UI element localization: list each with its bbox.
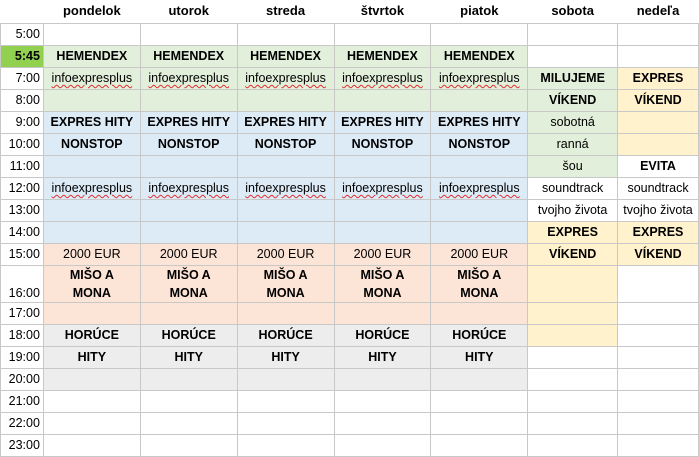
day-header-mon: pondelok [43, 0, 140, 23]
program-cell: EXPRES HITY [237, 111, 334, 133]
program-cell [43, 265, 140, 302]
program-cell: infoexpresplus [51, 180, 133, 195]
empty-cell [334, 412, 431, 434]
program-cell-sun: tvojho života [618, 199, 699, 221]
day-header-fri: piatok [431, 0, 528, 23]
empty-cell [618, 302, 699, 324]
time-cell: 5:00 [1, 23, 44, 45]
header-row [1, 0, 699, 23]
program-cell: 2000 EUR [431, 243, 528, 265]
program-cell: EXPRES HITY [43, 111, 140, 133]
empty-cell [334, 89, 431, 111]
program-cell: EXPRES HITY [140, 111, 237, 133]
empty-cell [237, 368, 334, 390]
time-cell: 17:00 [1, 302, 44, 324]
time-cell: 8:00 [1, 89, 44, 111]
empty-cell [237, 199, 334, 221]
time-cell: 19:00 [1, 346, 44, 368]
empty-cell [237, 23, 334, 45]
program-cell: NONSTOP [334, 133, 431, 155]
empty-cell [431, 89, 528, 111]
empty-cell [43, 412, 140, 434]
program-cell-sat: EXPRES [528, 221, 618, 243]
program-cell: NONSTOP [43, 133, 140, 155]
program-cell-sat: ranná [528, 133, 618, 155]
day-header-tue: utorok [140, 0, 237, 23]
time-cell: 21:00 [1, 390, 44, 412]
empty-cell [43, 23, 140, 45]
program-cell: EXPRES HITY [431, 111, 528, 133]
empty-cell [237, 155, 334, 177]
empty-cell [43, 390, 140, 412]
program-cell: 2000 EUR [43, 243, 140, 265]
time-cell: 7:00 [1, 67, 44, 89]
empty-cell [618, 265, 699, 302]
program-cell: HEMENDEX [431, 45, 528, 67]
empty-cell [528, 302, 618, 324]
empty-cell [140, 199, 237, 221]
empty-cell [618, 434, 699, 456]
program-cell: HORÚCE [334, 324, 431, 346]
empty-cell [140, 89, 237, 111]
program-cell: EXPRES HITY [334, 111, 431, 133]
time-cell: 13:00 [1, 199, 44, 221]
empty-cell [431, 302, 528, 324]
empty-cell [43, 302, 140, 324]
program-cell: 2000 EUR [237, 243, 334, 265]
day-header-sat: sobota [528, 0, 618, 23]
program-cell-sun: EXPRES [618, 221, 699, 243]
program-cell-sat: soundtrack [528, 177, 618, 199]
empty-cell [140, 221, 237, 243]
empty-cell [43, 155, 140, 177]
program-cell: infoexpresplus [342, 180, 423, 195]
program-cell: infoexpresplus [245, 180, 326, 195]
empty-cell [237, 434, 334, 456]
program-cell: HITY [140, 346, 237, 368]
empty-cell [237, 221, 334, 243]
empty-cell [237, 89, 334, 111]
program-line: MIŠO A [166, 267, 211, 282]
program-cell [140, 265, 237, 302]
time-cell: 14:00 [1, 221, 44, 243]
empty-cell [334, 155, 431, 177]
empty-cell [334, 199, 431, 221]
time-cell: 16:00 [1, 265, 44, 302]
time-cell: 23:00 [1, 434, 44, 456]
corner-cell [1, 0, 44, 23]
empty-cell [618, 111, 699, 133]
empty-cell [618, 324, 699, 346]
program-line: MIŠO A [457, 267, 502, 282]
program-line: MONA [460, 285, 499, 300]
program-line: MONA [266, 285, 305, 300]
program-cell-sat: tvojho života [528, 199, 618, 221]
empty-cell [431, 368, 528, 390]
program-line: MONA [72, 285, 111, 300]
program-line: MONA [363, 285, 402, 300]
program-line: MONA [169, 285, 208, 300]
empty-cell [43, 221, 140, 243]
program-cell-sun: EXPRES [618, 67, 699, 89]
time-cell-highlight: 5:45 [1, 45, 44, 67]
empty-cell [528, 412, 618, 434]
empty-cell [334, 221, 431, 243]
program-cell: HEMENDEX [334, 45, 431, 67]
empty-cell [334, 368, 431, 390]
empty-cell [618, 23, 699, 45]
program-cell: HITY [431, 346, 528, 368]
empty-cell [618, 346, 699, 368]
empty-cell [237, 302, 334, 324]
program-cell: NONSTOP [140, 133, 237, 155]
empty-cell [140, 434, 237, 456]
program-cell: infoexpresplus [148, 70, 230, 85]
time-cell: 10:00 [1, 133, 44, 155]
empty-cell [140, 302, 237, 324]
program-line: MIŠO A [69, 267, 114, 282]
program-cell: HORÚCE [237, 324, 334, 346]
program-cell: 2000 EUR [140, 243, 237, 265]
empty-cell [334, 390, 431, 412]
time-cell: 11:00 [1, 155, 44, 177]
empty-cell [431, 221, 528, 243]
time-cell: 9:00 [1, 111, 44, 133]
program-cell: NONSTOP [237, 133, 334, 155]
program-cell [334, 265, 431, 302]
empty-cell [528, 434, 618, 456]
program-cell: HEMENDEX [43, 45, 140, 67]
empty-cell [618, 133, 699, 155]
day-header-sun: nedeľa [618, 0, 699, 23]
empty-cell [528, 45, 618, 67]
program-cell: HEMENDEX [237, 45, 334, 67]
day-header-thu: štvrtok [334, 0, 431, 23]
empty-cell [431, 434, 528, 456]
program-cell: HEMENDEX [140, 45, 237, 67]
empty-cell [43, 368, 140, 390]
empty-cell [618, 368, 699, 390]
time-cell: 22:00 [1, 412, 44, 434]
empty-cell [528, 368, 618, 390]
time-cell: 12:00 [1, 177, 44, 199]
time-cell: 20:00 [1, 368, 44, 390]
time-cell: 15:00 [1, 243, 44, 265]
empty-cell [528, 324, 618, 346]
program-cell: infoexpresplus [51, 70, 133, 85]
program-cell: infoexpresplus [438, 70, 520, 85]
empty-cell [140, 155, 237, 177]
program-cell: HORÚCE [140, 324, 237, 346]
empty-cell [334, 434, 431, 456]
program-cell-sat: MILUJEME [528, 67, 618, 89]
program-cell [237, 265, 334, 302]
empty-cell [618, 45, 699, 67]
empty-cell [528, 265, 618, 302]
program-cell: HORÚCE [43, 324, 140, 346]
day-header-wed: streda [237, 0, 334, 23]
empty-cell [237, 412, 334, 434]
empty-cell [237, 390, 334, 412]
program-cell-sat: VÍKEND [528, 243, 618, 265]
empty-cell [431, 412, 528, 434]
program-cell: NONSTOP [431, 133, 528, 155]
empty-cell [334, 302, 431, 324]
empty-cell [431, 155, 528, 177]
program-cell: HORÚCE [431, 324, 528, 346]
program-cell: 2000 EUR [334, 243, 431, 265]
program-cell-sun: soundtrack [618, 177, 699, 199]
program-cell: infoexpresplus [245, 70, 326, 85]
empty-cell [140, 23, 237, 45]
program-line: MIŠO A [360, 267, 405, 282]
program-cell: HITY [237, 346, 334, 368]
empty-cell [528, 23, 618, 45]
empty-cell [431, 390, 528, 412]
empty-cell [618, 412, 699, 434]
empty-cell [431, 199, 528, 221]
program-cell-sat: šou [528, 155, 618, 177]
program-cell: HITY [43, 346, 140, 368]
empty-cell [528, 346, 618, 368]
program-cell-sun: VÍKEND [618, 89, 699, 111]
empty-cell [618, 390, 699, 412]
program-cell-sat: sobotná [528, 111, 618, 133]
program-cell [431, 265, 528, 302]
empty-cell [140, 412, 237, 434]
time-cell: 18:00 [1, 324, 44, 346]
program-cell: infoexpresplus [148, 180, 230, 195]
empty-cell [140, 368, 237, 390]
empty-cell [528, 390, 618, 412]
empty-cell [140, 390, 237, 412]
empty-cell [334, 23, 431, 45]
program-line: MIŠO A [263, 267, 308, 282]
empty-cell [431, 23, 528, 45]
empty-cell [43, 89, 140, 111]
empty-cell [43, 434, 140, 456]
empty-cell [43, 199, 140, 221]
program-cell-sat: VÍKEND [528, 89, 618, 111]
program-cell-sun: VÍKEND [618, 243, 699, 265]
program-cell: infoexpresplus [342, 70, 423, 85]
program-cell: HITY [334, 346, 431, 368]
program-cell-sun: EVITA [618, 155, 699, 177]
program-cell: infoexpresplus [438, 180, 520, 195]
